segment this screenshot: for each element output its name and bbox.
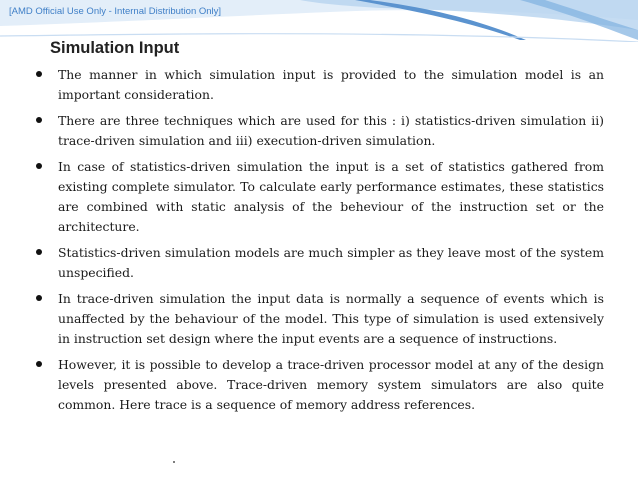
bullet-text: There are three techniques which are used for this : i) statistics-driven simulation ii) trace-driven simulation and iii) execution-driven simulation. — [58, 113, 604, 148]
classification-label: [AMD Official Use Only - Internal Distribution Only] — [9, 6, 222, 17]
bullet-item — [34, 157, 604, 237]
bullet-dot-icon — [36, 71, 42, 77]
bullet-text: Statistics-driven simulation models are much simpler as they leave most of the system unspecified. — [58, 245, 604, 280]
bullet-dot-icon — [36, 249, 42, 255]
bullet-item — [34, 355, 604, 415]
bullet-text: In case of statistics-driven simulation the input is a set of statistics gathered from existing complete simulator. To calculate early performance estimates, these statistics are combined with static analysis of the beheviour of the instruction set or the architecture. — [58, 159, 604, 234]
bullet-dot-icon — [36, 361, 42, 367]
bullet-dot-icon — [36, 117, 42, 123]
bullet-dot-icon — [36, 163, 42, 169]
bullet-text: However, it is possible to develop a trace-driven processor model at any of the design levels presented above. Trace-driven memory system simulators are also quite common. Here trace is a sequence of memory address references. — [58, 357, 604, 412]
bullet-item — [34, 289, 604, 349]
bullet-text: The manner in which simulation input is provided to the simulation model is an important consideration. — [58, 67, 604, 102]
bullet-list — [34, 65, 604, 421]
slide-title: Simulation Input — [50, 39, 180, 57]
bullet-dot-icon — [36, 295, 42, 301]
bullet-item — [34, 65, 604, 105]
bullet-item — [34, 111, 604, 151]
bullet-text: In trace-driven simulation the input data is normally a sequence of events which is unaffected by the behaviour of the model. This type of simulation is used extensively in instruction set design where the input events are a sequence of instructions. — [58, 291, 604, 346]
scan-artifact-dot — [173, 461, 175, 463]
bullet-item — [34, 243, 604, 283]
